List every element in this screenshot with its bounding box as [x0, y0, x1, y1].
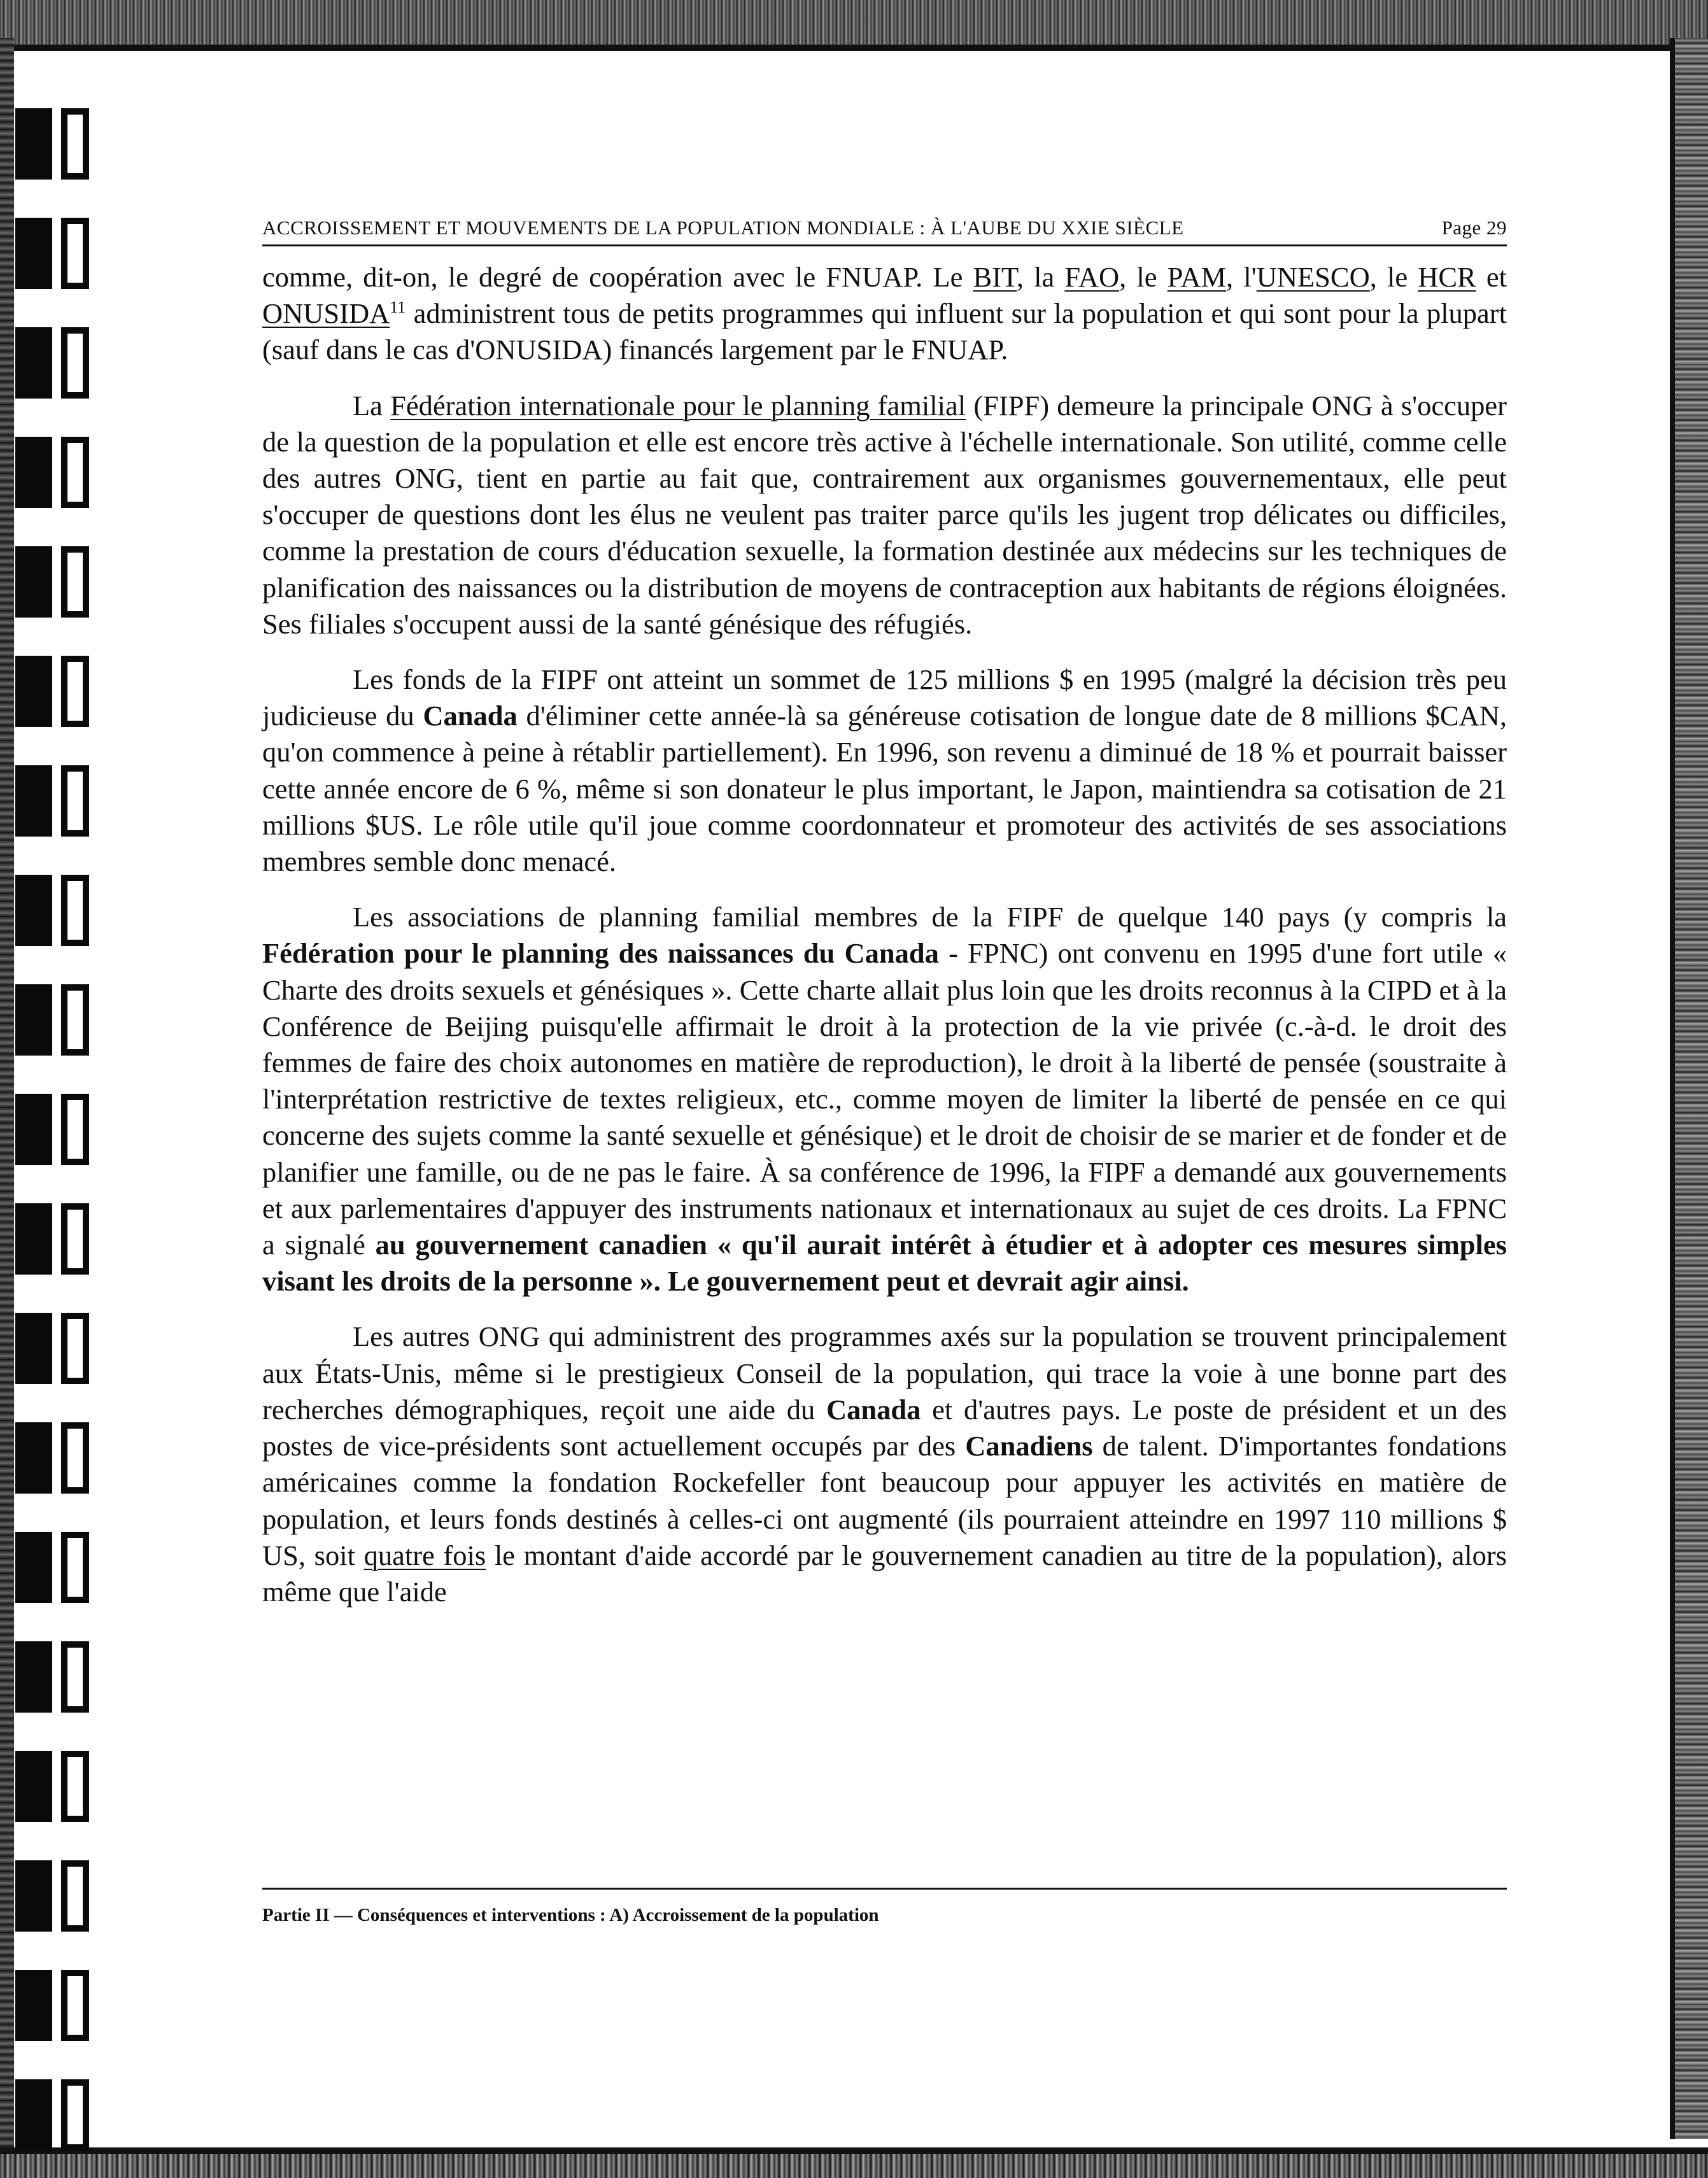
binding-ring-loop — [61, 1970, 89, 2041]
binding-ring-bar — [15, 437, 52, 508]
link-fipf[interactable]: Fédération internationale pour le planning familial — [390, 389, 966, 421]
spiral-binding — [0, 38, 95, 2147]
binding-ring — [15, 1313, 92, 1384]
binding-ring — [15, 1422, 92, 1494]
binding-ring-loop — [61, 1422, 89, 1494]
binding-ring — [15, 984, 92, 1056]
binding-ring-bar — [15, 1751, 52, 1822]
binding-ring-loop — [61, 546, 89, 618]
binding-ring-bar — [15, 656, 52, 727]
text-run: de talent. D'importantes fondations américaines comme la fondation Rockefeller font beaucoup pour appuyer les activités en matière de population, et leurs fonds destinés à celles-ci ont augmenté (ils pourraient atteindre en 1997 110 millions $ US, soit — [262, 1430, 1507, 1571]
text-run: , le — [1369, 261, 1418, 293]
running-header — [262, 216, 1507, 246]
binding-ring — [15, 1860, 92, 1932]
text-run: et — [1476, 261, 1507, 293]
binding-ring-loop — [61, 1751, 89, 1822]
binding-strip — [0, 38, 14, 2147]
binding-ring — [15, 1641, 92, 1713]
binding-ring — [15, 546, 92, 618]
binding-ring-bar — [15, 1313, 52, 1384]
bold-canadiens: Canadiens — [965, 1430, 1093, 1462]
link-pam[interactable]: PAM — [1167, 261, 1227, 293]
link-onusida[interactable]: ONUSIDA — [262, 297, 390, 330]
footnote-ref: 11 — [390, 298, 406, 317]
paragraph-5 — [262, 1319, 1507, 1610]
binding-ring-loop — [61, 875, 89, 946]
binding-ring — [15, 1203, 92, 1275]
text-run: , le — [1119, 261, 1168, 293]
text-run: - FPNC) ont convenu en 1995 d'une fort utile « Charte des droits sexuels et génésiques ». Cette charte allait plus loin que les droits reconnus à la CIPD et à la Conférence de Beijing puisqu'elle affirmait le droit à la protection de la vie privée (c.-à-d. le droit des femmes de faire des choix autonomes en matière de reproduction), le droit à la liberté de pensée (soustraite à l'interprétation restrictive de textes religieux, etc., comme moyen de limiter la liberté de pensée en ce qui concerne des sujets comme la santé sexuelle et génésique) et le droit de choisir de se marier et de fonder et de planifier une famille, ou de ne pas le faire. À sa conférence de 1996, la FIPF a demandé aux gouvernements et aux parlementaires d'appuyer des instruments nationaux et internationaux au sujet de ces droits. La FPNC a signalé — [262, 937, 1507, 1261]
binding-ring-loop — [61, 765, 89, 837]
binding-ring — [15, 765, 92, 837]
binding-ring-bar — [15, 546, 52, 618]
binding-ring — [15, 1532, 92, 1603]
link-bit[interactable]: BIT — [973, 261, 1017, 293]
binding-ring — [15, 1094, 92, 1165]
scan-top-edge — [0, 0, 1708, 51]
binding-ring-bar — [15, 327, 52, 399]
scan-right-edge — [1675, 38, 1708, 2139]
text-run: administrent tous de petits programmes qui influent sur la population et qui sont pour la plupart (sauf dans le cas d'ONUSIDA) financés largement par le FNUAP. — [262, 297, 1507, 366]
binding-ring-bar — [15, 1532, 52, 1603]
scan-right-border — [1670, 38, 1675, 2139]
binding-ring-bar — [15, 1203, 52, 1275]
binding-ring — [15, 327, 92, 399]
binding-ring-loop — [61, 656, 89, 727]
binding-ring-loop — [61, 1860, 89, 1932]
text-run: , la — [1016, 261, 1065, 293]
binding-ring-bar — [15, 1970, 52, 2041]
binding-ring-loop — [61, 108, 89, 180]
bold-recommendation: au gouvernement canadien « qu'il aurait intérêt à étudier et à adopter ces mesures simples visant les droits de la personne ». Le gouvernement peut et devrait agir ainsi. — [262, 1229, 1507, 1298]
binding-ring-bar — [15, 875, 52, 946]
binding-ring-loop — [61, 1094, 89, 1165]
binding-ring-loop — [61, 1641, 89, 1713]
document-body — [262, 259, 1507, 1610]
paragraph-3 — [262, 661, 1507, 880]
text-run: et d'autres pays. Le poste de président et un des postes de vice-présidents sont actuellement occupés par des — [262, 1393, 1507, 1462]
binding-ring-loop — [61, 984, 89, 1056]
document-page — [262, 216, 1507, 1629]
binding-ring-bar — [15, 1641, 52, 1713]
text-run: , l' — [1226, 261, 1257, 293]
binding-ring-bar — [15, 218, 52, 289]
binding-ring-loop — [61, 1313, 89, 1384]
binding-ring-bar — [15, 984, 52, 1056]
binding-ring-loop — [61, 218, 89, 289]
bold-canada: Canada — [423, 700, 518, 732]
binding-ring-bar — [15, 1422, 52, 1494]
binding-ring — [15, 875, 92, 946]
text-run: comme, dit-on, le degré de coopération avec le FNUAP. Le — [262, 261, 973, 293]
paragraph-4 — [262, 899, 1507, 1299]
underline-quatre-fois: quatre fois — [363, 1539, 486, 1571]
binding-ring-bar — [15, 765, 52, 837]
scan-bottom-edge — [0, 2147, 1708, 2178]
text-run: le montant d'aide accordé par le gouvernement canadien au titre de la population), alors même que l'aide — [262, 1539, 1507, 1608]
text-run: (FIPF) demeure la principale ONG à s'occuper de la question de la population et elle est encore très active à l'échelle internationale. Son utilité, comme celle des autres ONG, tient en partie au fait que, contrairement aux organismes gouvernementaux, elle peut s'occuper de questions dont les élus ne veulent pas traiter parce qu'ils les jugent trop délicates ou difficiles, comme la prestation de cours d'éducation sexuelle, la formation destinée aux médecins sur les techniques de planification des naissances ou la distribution de moyens de contraception aux habitants de régions éloignées. Ses filiales s'occupent aussi de la santé génésique des réfugiés. — [262, 389, 1507, 640]
binding-ring-bar — [15, 1094, 52, 1165]
footer-rule — [262, 1888, 1507, 1890]
text-run: Les associations de planning familial membres de la FIPF de quelque 140 pays (y compris la — [353, 901, 1507, 933]
text-run: d'éliminer cette année-là sa généreuse cotisation de longue date de 8 millions $CAN, qu'on commence à peine à rétablir partiellement). En 1996, son revenu a diminué de 18 % et pourrait baisser cette année encore de 6 %, même si son donateur le plus important, le Japon, maintiendra sa cotisation de 21 millions $US. Le rôle utile qu'il joue comme coordonnateur et promoteur des activités de ses associations membres semble donc menacé. — [262, 700, 1507, 878]
header-title: ACCROISSEMENT ET MOUVEMENTS DE LA POPULATION MONDIALE : À L'AUBE DU XXIE SIÈCLE — [262, 216, 1184, 239]
bold-fpnc: Fédération pour le planning des naissances du Canada — [262, 937, 939, 970]
page-footer — [262, 1888, 1507, 1926]
binding-ring-loop — [61, 327, 89, 399]
text-run: Les fonds de la FIPF ont atteint un sommet de 125 millions $ en 1995 (malgré la décision très peu judicieuse du — [262, 663, 1507, 732]
bold-canada: Canada — [826, 1393, 921, 1425]
binding-ring-bar — [15, 2079, 52, 2151]
binding-ring-loop — [61, 1532, 89, 1603]
binding-ring-loop — [61, 437, 89, 508]
binding-ring-bar — [15, 108, 52, 180]
binding-ring — [15, 1970, 92, 2041]
binding-ring — [15, 437, 92, 508]
paragraph-1 — [262, 259, 1507, 369]
link-hcr[interactable]: HCR — [1418, 261, 1476, 293]
binding-ring — [15, 656, 92, 727]
footer-text: Partie II — Conséquences et interventions : A) Accroissement de la population — [262, 1905, 879, 1925]
paragraph-2 — [262, 388, 1507, 642]
link-unesco[interactable]: UNESCO — [1256, 261, 1370, 293]
binding-ring-loop — [61, 1203, 89, 1275]
binding-ring-bar — [15, 1860, 52, 1932]
binding-ring — [15, 1751, 92, 1822]
text-run: La — [353, 389, 391, 421]
binding-ring — [15, 218, 92, 289]
binding-ring-loop — [61, 2079, 89, 2151]
link-fao[interactable]: FAO — [1064, 261, 1120, 293]
binding-ring — [15, 108, 92, 180]
binding-ring — [15, 2079, 92, 2151]
text-run: Les autres ONG qui administrent des programmes axés sur la population se trouvent principalement aux États-Unis, même si le prestigieux Conseil de la population, qui trace la voie à une bonne part des recherches démographiques, reçoit une aide du — [262, 1320, 1507, 1425]
page-number: Page 29 — [1441, 216, 1507, 239]
